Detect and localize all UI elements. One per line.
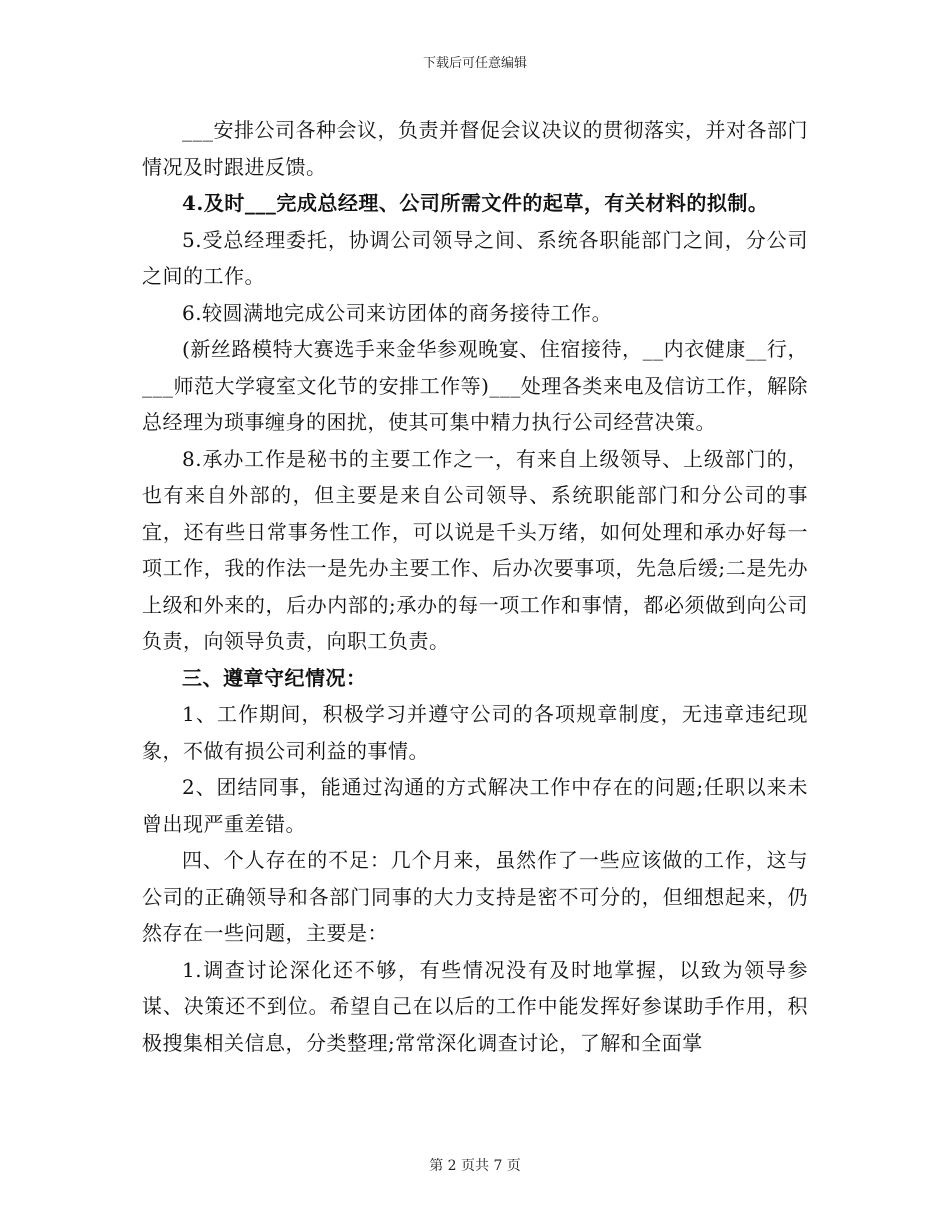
page-footer: 第 2 页共 7 页 [429, 1158, 521, 1174]
paragraph-item-6: 6.较圆满地完成公司来访团体的商务接待工作。 [182, 300, 613, 325]
paragraph-item-5: 5.受总经理委托，协调公司领导之间、系统各职能部门之间，分公司之间的工作。 [142, 227, 808, 288]
paragraph-item-4: 4.及时___完成总经理、公司所需文件的起草，有关材料的拟制。 [182, 191, 769, 215]
paragraph-meetings: ___安排公司各种会议，负责并督促会议决议的贯彻落实，并对各部门情况及时跟进反馈。 [142, 118, 808, 179]
paragraph-shortcomings: 四、个人存在的不足：几个月来，虽然作了一些应该做的工作，这与公司的正确领导和各部门同事的大力支持是密不可分的，但细想起来，仍然存在一些问题，主要是： [142, 848, 808, 945]
paragraph-item-8: 8.承办工作是秘书的主要工作之一，有来自上级领导、上级部门的，也有来自外部的，但主要是来自公司领导、系统职能部门和分公司的事宜，还有些日常事务性工作，可以说是千头万绪，如何处理和承办好每一项工作，我的作法一是先办主要工作、后办次要事项，先急后缓;二是先办上级和外来的，后办内部的;承办的每一项工作和事情，都必须做到向公司负责，向领导负责，向职工负责。 [142, 446, 808, 653]
paragraph-shortcoming-1: 1.调查讨论深化还不够，有些情况没有及时地掌握，以致为领导参谋、决策还不到位。希望自己在以后的工作中能发挥好参谋助手作用，积极搜集相关信息，分类整理;常常深化调查讨论，了解和全面掌 [142, 957, 808, 1055]
paragraph-reception-details: (新丝路模特大赛选手来金华参观晚宴、住宿接待，__内衣健康__行，___师范大学寝室文化节的安排工作等)___处理各类来电及信访工作，解除总经理为琐事缠身的困扰，使其可集中精力执行公司经营决策。 [142, 337, 808, 434]
document-body [142, 112, 808, 1061]
paragraph-discipline-1: 1、工作期间，积极学习并遵守公司的各项规章制度，无违章违纪现象，不做有损公司利益的事情。 [142, 702, 808, 763]
paragraph-discipline-2: 2、团结同事，能通过沟通的方式解决工作中存在的问题;任职以来未曾出现严重差错。 [142, 775, 808, 836]
section-heading-discipline: 三、遵章守纪情况： [182, 665, 367, 690]
page-header: 下载后可任意编辑 [422, 56, 527, 71]
